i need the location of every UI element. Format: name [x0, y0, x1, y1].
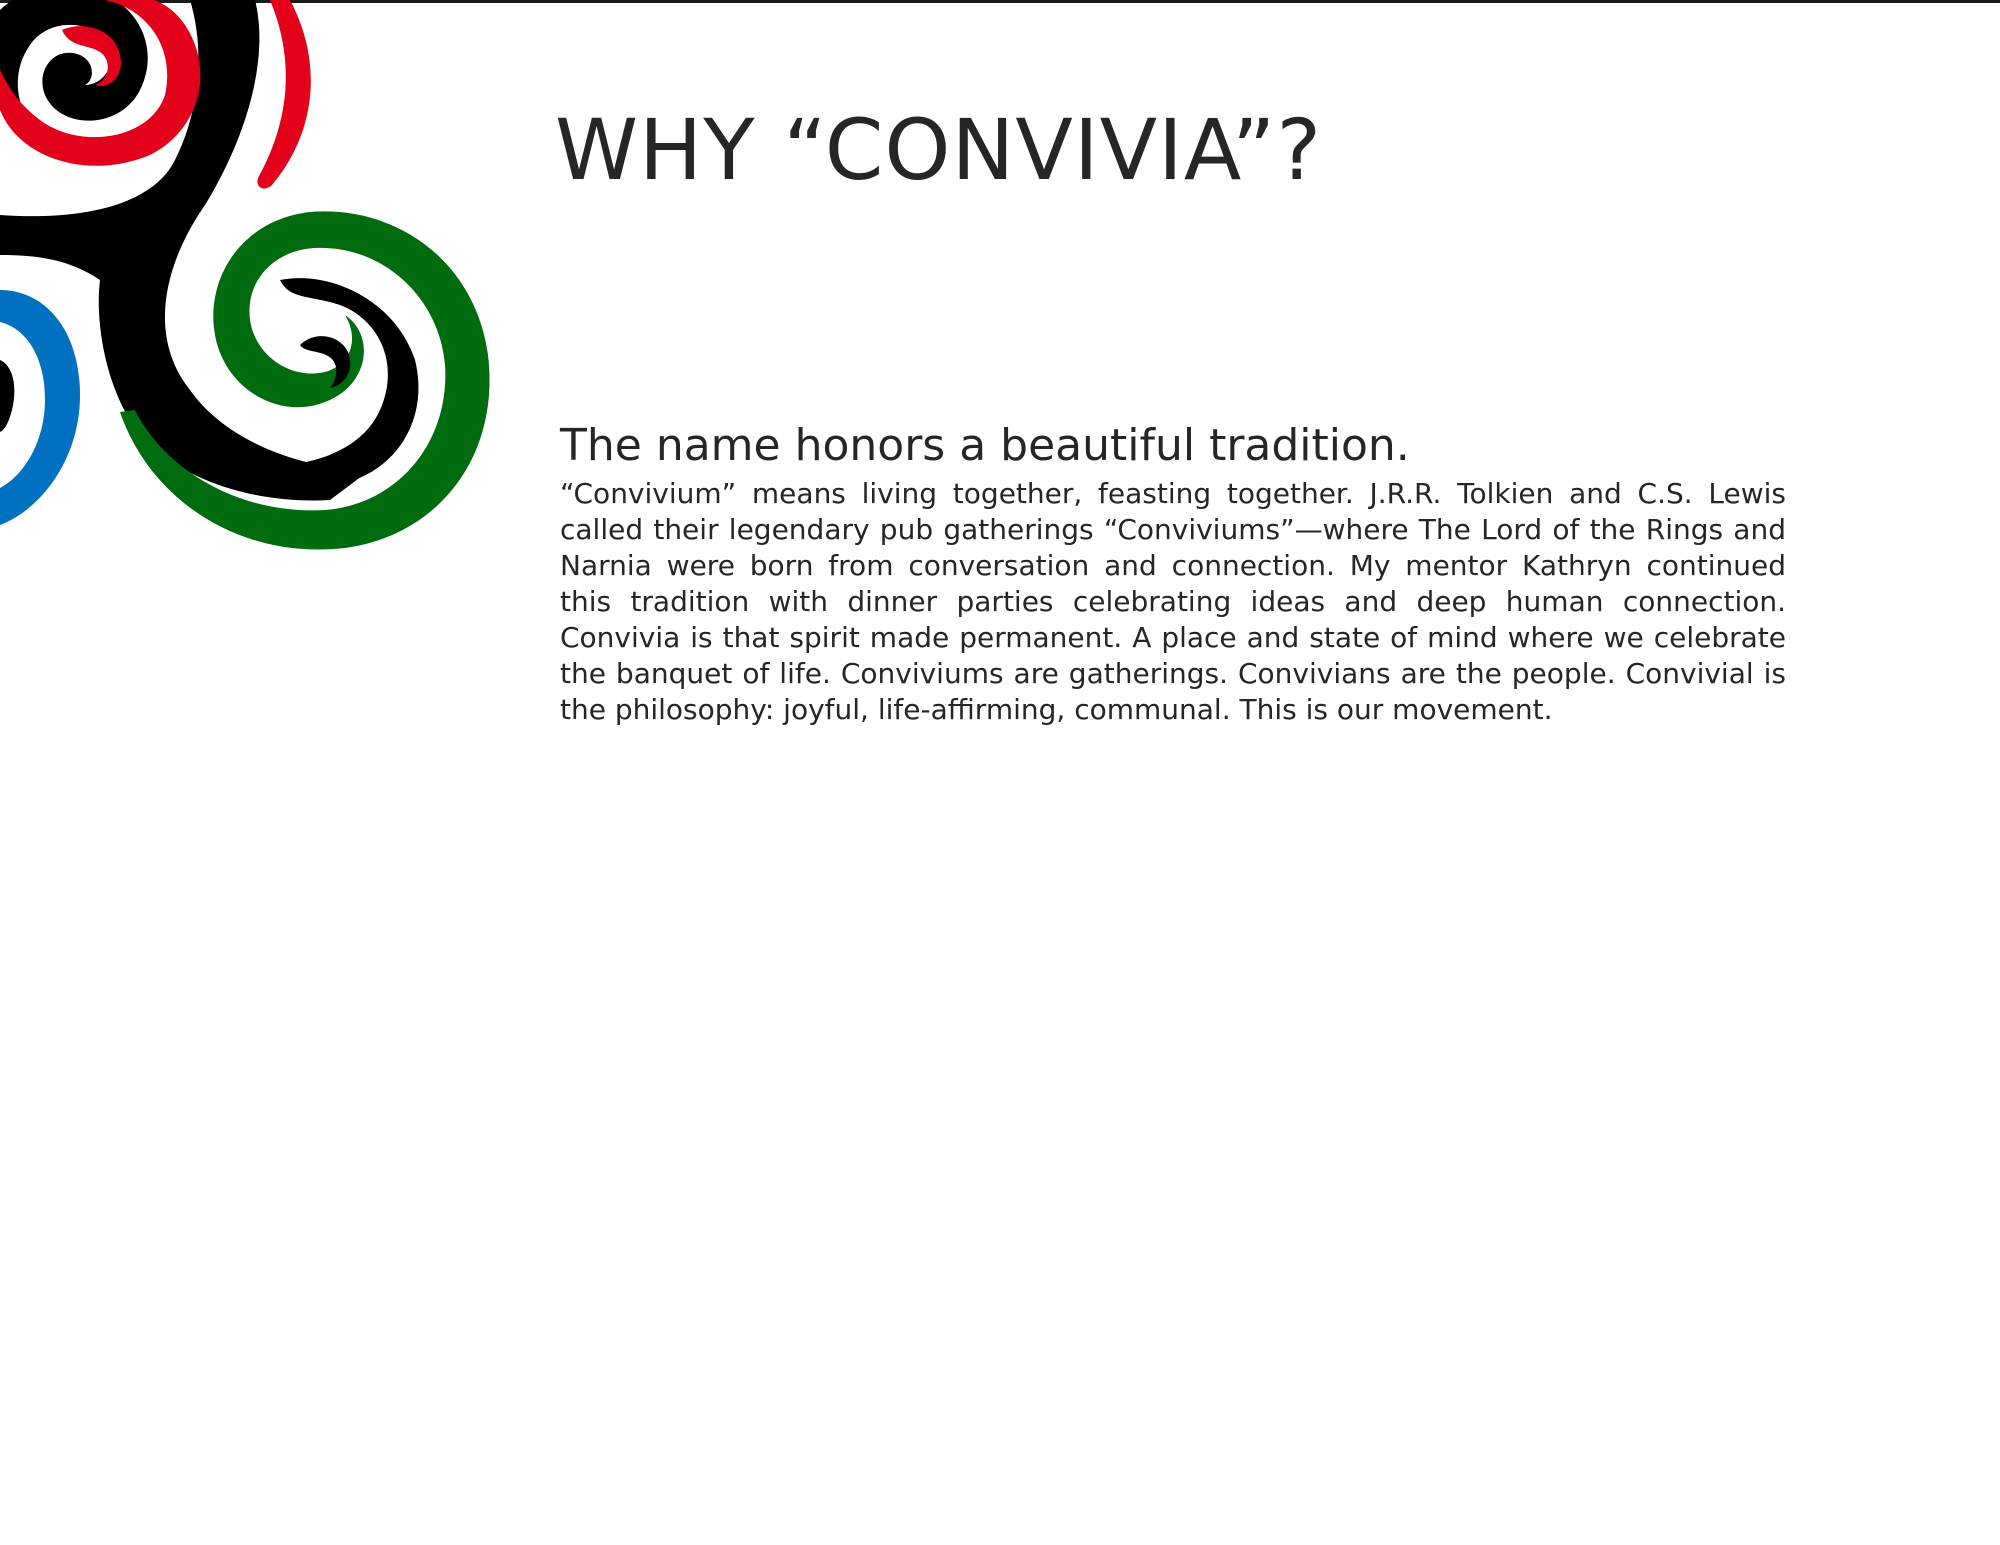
page-title: WHY “CONVIVIA”? [555, 101, 1323, 199]
logo-red-tail [257, 0, 310, 189]
triskelion-spiral-logo-icon [0, 0, 500, 560]
body-paragraph: “Convivium” means living together, feasting together. J.R.R. Tolkien and C.S. Lewis called their legendary pub gatherings “Conviviums”—where The Lord of the Rings and Narnia were born from conversation and connection. My mentor Kathryn continued this tradition with dinner parties celebrating ideas and deep human connection. Convivia is that spirit made permanent. A place and state of mind where we celebrate the banquet of life. Conviviums are gatherings. Convivians are the people. Convivial is the philosophy: joyful, life-affirming, communal. This is our movement. [560, 477, 1786, 726]
subtitle: The name honors a beautiful tradition. [560, 420, 1410, 471]
logo-black-inner-blue [0, 360, 14, 432]
